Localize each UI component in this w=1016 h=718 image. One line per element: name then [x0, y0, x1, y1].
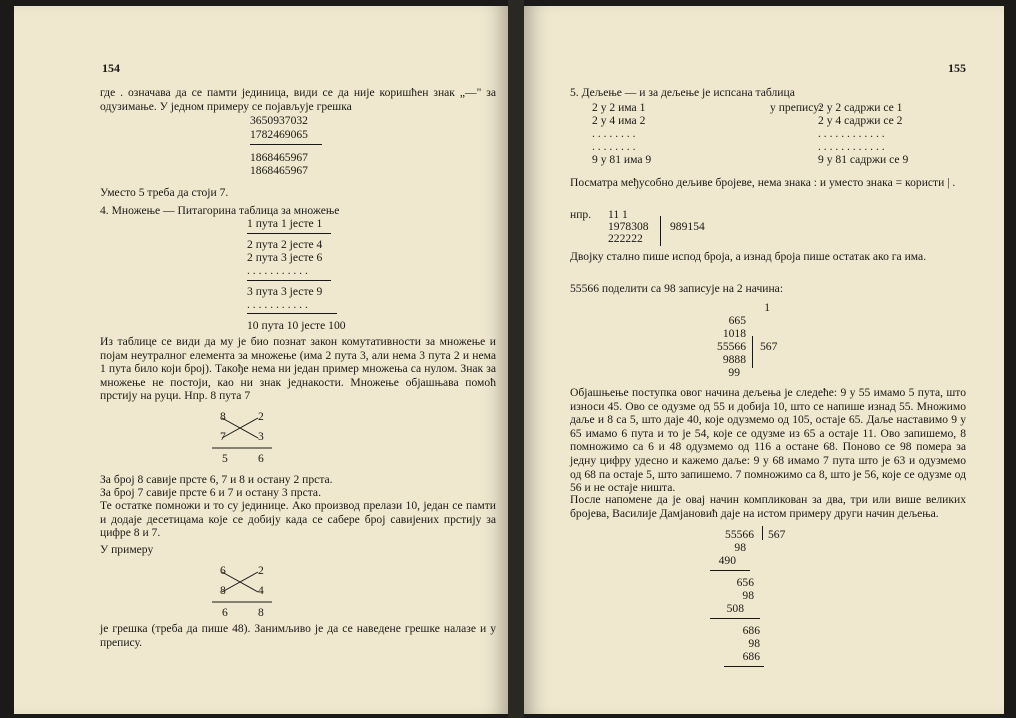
page-number: 155 [948, 61, 966, 75]
table-row: 3 пута 3 јесте 9 [247, 285, 323, 298]
division-digit: 1018 [722, 327, 746, 340]
table-row: 2 пута 3 јесте 6 [247, 251, 323, 264]
table-row: 2 у 2 садржи се 1 [818, 101, 903, 114]
division-dividend: 55566 [717, 340, 746, 353]
table-row: 2 пута 2 јесте 4 [247, 238, 323, 251]
diagram-digit: 8 [220, 584, 226, 597]
division-dividend: 1978308 [608, 220, 649, 233]
division-digit: 665 [728, 314, 746, 327]
division-dividend: 55566 [725, 528, 754, 541]
division-digit: 656 [736, 576, 754, 589]
division-rule [710, 618, 760, 619]
example-label: У примеру [100, 543, 154, 556]
division-digit: 98 [742, 589, 754, 602]
paragraph: Те остатке помножи и то су јединице. Ако производ прелази 10, један се памти и додаје десетицама које се добију када се сабере број савијених прстију за цифре 8 и 7. [100, 499, 496, 540]
division-digit: 490 [718, 554, 736, 567]
table-row: . . . . . . . . . . . [247, 264, 308, 277]
division-bar [660, 216, 661, 246]
diagram-digit: 6 [222, 606, 228, 619]
diagram-digit: 4 [258, 584, 264, 597]
explanation-line: За број 7 савије прсте 6 и 7 и остану 3 прста. [100, 486, 321, 499]
table-row: 9 у 81 има 9 [592, 153, 652, 166]
diagram-digit: 5 [222, 452, 228, 465]
paragraph: Посматра међусобно дељиве бројеве, нема знака : и уместо знака = користи | . [570, 176, 956, 189]
paragraph: 55566 поделити са 98 записује на 2 начина: [570, 282, 784, 295]
right-page [524, 6, 1004, 714]
division-digit: 686 [742, 624, 760, 637]
sum-rule [250, 144, 322, 145]
paragraph: Из таблице се види да му је био познат закон комутативности за множење и појам неутралног елемента за множење (има 2 пута 3, али нема 3 пута 2 и нема 1 пута било који број). Такође нема ни један пример множења са нулом. Знак за множење не постоји, као ни знак једнакости. Множење објашњава помоћ прстију на руци. Нпр. 8 пута 7 [100, 335, 496, 403]
division-quotient: 989154 [670, 220, 705, 233]
section-heading: 5. Дељење — и за дељење је испсана таблица [570, 86, 795, 99]
book-gutter [508, 0, 524, 718]
intro-paragraph: где . означава да се памти јединица, види се да није коришћен знак „—" за одузимање. У једном примеру се појављује грешка [100, 86, 496, 113]
diagram-digit: 8 [220, 410, 226, 423]
division-digit: 98 [734, 541, 746, 554]
note: Уместо 5 треба да стоји 7. [100, 186, 229, 199]
table-row: . . . . . . . . . . . . [818, 140, 885, 153]
example-number: 3650937032 [250, 114, 308, 127]
diagram-digit: 7 [220, 430, 226, 443]
division-digit: 98 [748, 637, 760, 650]
diagram-digit: 3 [258, 430, 264, 443]
table-row: 9 у 81 садржи се 9 [818, 153, 909, 166]
example-number: 1868465967 [250, 164, 308, 177]
diagram-digit: 6 [220, 564, 226, 577]
example-number: 1782469065 [250, 128, 308, 141]
division-digit: 686 [742, 650, 760, 663]
division-digit: 508 [726, 602, 744, 615]
left-page [14, 6, 508, 714]
finger-multiplication-diagram [206, 410, 286, 478]
division-rule [724, 666, 764, 667]
example-number: 1868465967 [250, 151, 308, 164]
diagram-digit: 2 [258, 564, 264, 577]
table-row: . . . . . . . . [592, 127, 636, 140]
division-digit: 9888 [722, 353, 746, 366]
table-row: . . . . . . . . [592, 140, 636, 153]
table-row: 2 у 4 има 2 [592, 114, 646, 127]
diagram-digit: 6 [258, 452, 264, 465]
page-number: 154 [102, 61, 120, 75]
division-rule [710, 570, 750, 571]
diagram-digit: 8 [258, 606, 264, 619]
division-quotient: 567 [760, 340, 778, 353]
division-bar [752, 336, 753, 368]
table-rule [247, 280, 331, 281]
division-digit: 11 1 [608, 208, 628, 221]
table-row: . . . . . . . . . . . [247, 298, 308, 311]
table-row: 2 у 2 има 1 [592, 101, 646, 114]
paragraph: је грешка (треба да пише 48). Занимљиво је да се наведене грешке налазе и у препису. [100, 622, 496, 649]
paragraph: Двојку стално пише испод броја, а изнад броја пише остатак ако га има. [570, 250, 927, 263]
division-digit: 99 [728, 366, 740, 379]
explanation-line: За број 8 савије прсте 6, 7 и 8 и остану 2 прста. [100, 473, 333, 486]
division-quotient: 567 [768, 528, 786, 541]
example-label: нпр. [570, 208, 592, 221]
table-row: . . . . . . . . . . . . [818, 127, 885, 140]
division-divisor: 222222 [608, 232, 643, 245]
division-bar [762, 526, 763, 540]
table-rule [247, 233, 331, 234]
section-heading: 4. Множење — Питагорина таблица за множење [100, 204, 340, 217]
table-row: 2 у 4 садржи се 2 [818, 114, 903, 127]
copy-label: у препису: [770, 101, 823, 114]
table-row: 10 пута 10 јесте 100 [247, 319, 346, 332]
table-row: 1 пута 1 јесте 1 [247, 217, 323, 230]
division-digit: 1 [764, 301, 770, 314]
paragraph: После напомене да је овај начин компликован за два, три или више великих бројева, Василије Дамјановић даје на истом примеру други начин дељења. [570, 493, 966, 520]
diagram-digit: 2 [258, 410, 264, 423]
table-rule [247, 313, 337, 314]
paragraph: Објашњење поступка овог начина дељења је следеће: 9 у 55 имамо 5 пута, што износи 45. Ово се одузме од 55 и добија 10, што се напише изнад 55. Множимо даље и 8 са 5, што даје 40, које одузмемо од 105, остаје 65. Даље наставимо 9 у 65 имамо 6 пута и то је 54, које се одузме из 65 а остаје 11. Ово запишемо, 8 помножимо са 6 и 48 одузмемо од 116 а остане 68. Поново се 98 помера за једну цифру удесно и кажемо даље: 9 у 68 имамо 7 пута што је 63 и одузмемо од 68 па остаје 5, што запишемо. 7 помножимо са 8, што је 56, које се одузме од 56 и не остаје ништа. [570, 386, 966, 495]
